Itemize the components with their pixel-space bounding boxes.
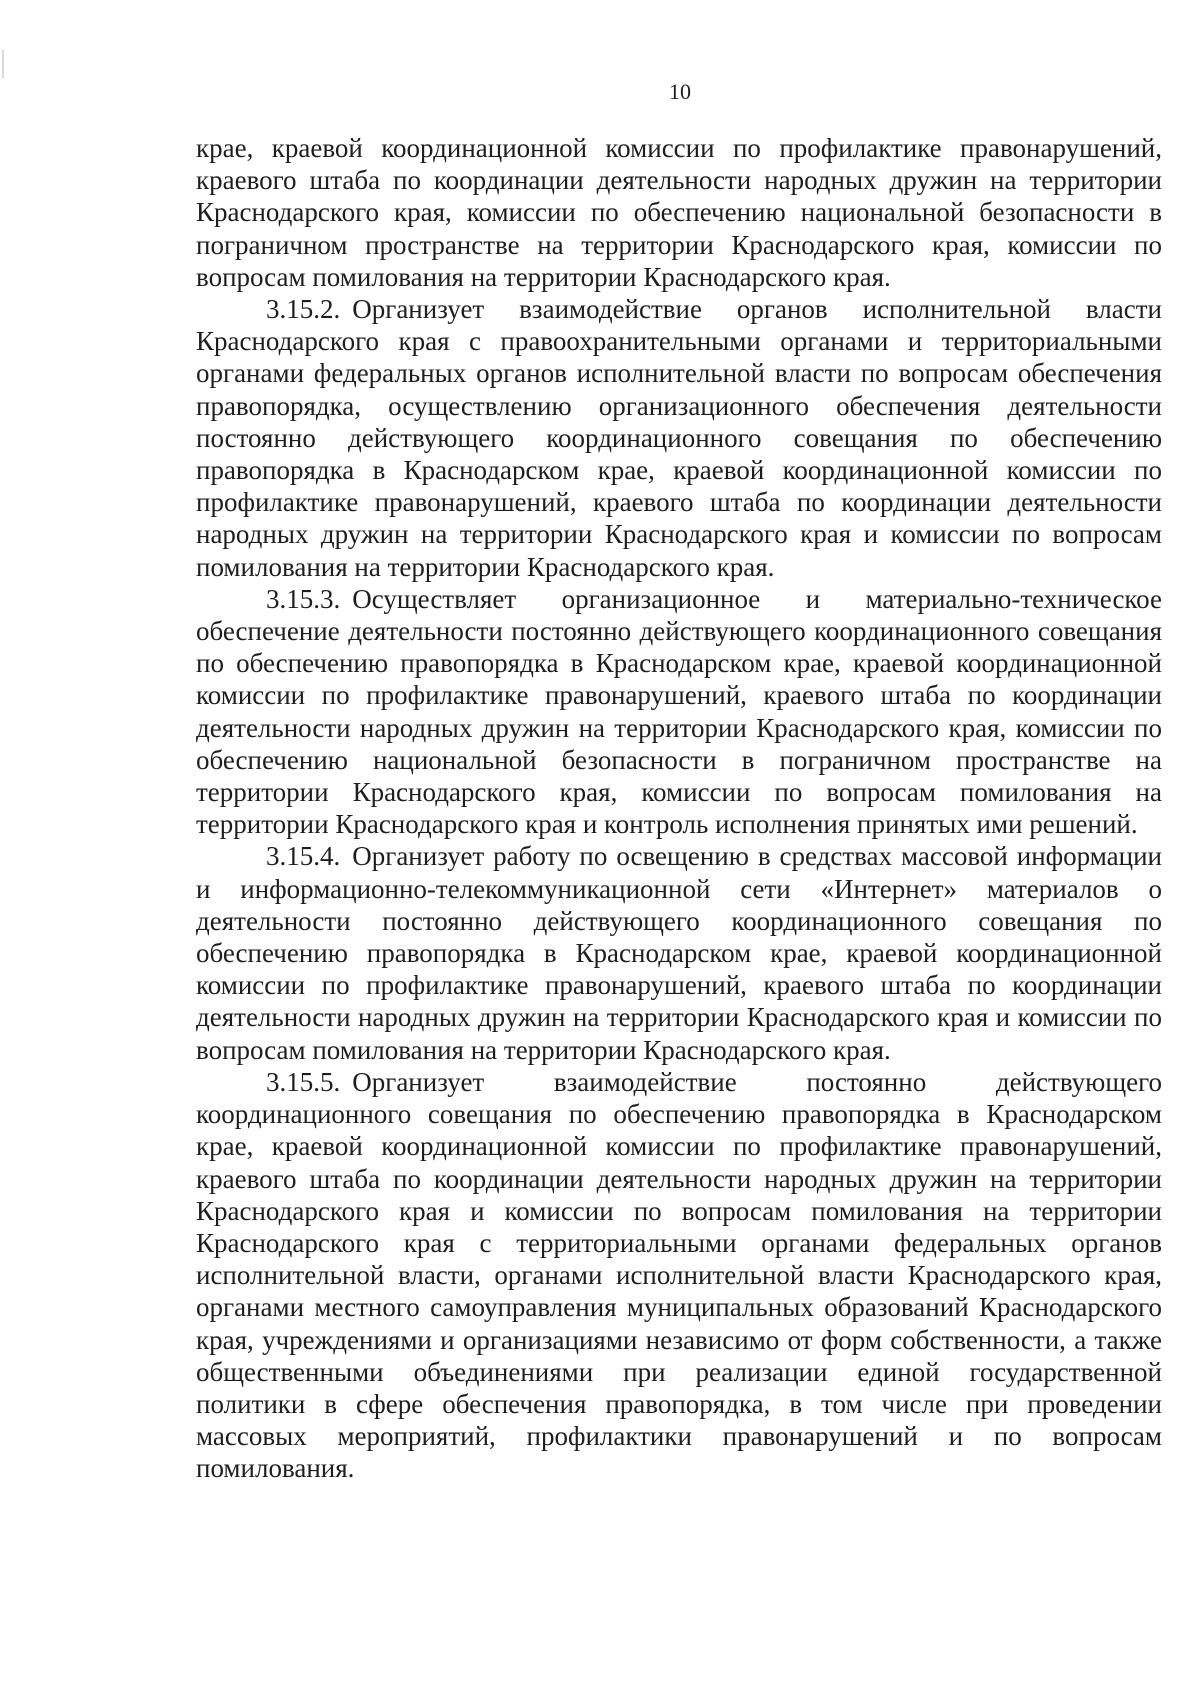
- paragraph-number: 3.15.3.: [266, 583, 341, 614]
- paragraph-number: 3.15.4.: [266, 841, 341, 872]
- paragraph-3-15-4: [196, 840, 1162, 1065]
- paragraph-text: Организует работу по освещению в средствах массовой информации и информационно-телекоммуникационной сети «Интернет» материалов о деятельности постоянно действующего координационного совещания по обеспечению правопорядка в Краснодарском крае, краевой координационной комиссии по профилактике правонарушений, краевого штаба по координации деятельности народных дружин на территории Краснодарского края и комиссии по вопросам помилования на территории Краснодарского края.: [196, 841, 1162, 1065]
- scan-margin-mark: [2, 50, 4, 78]
- paragraph-text: крае, краевой координационной комиссии по профилактике правонарушений, краевого штаба по координации деятельности народных дружин на территории Краснодарского края, комиссии по обеспечению национальной безопасности в пограничном пространстве на территории Краснодарского края, комиссии по вопросам помилования на территории Краснодарского края.: [196, 133, 1162, 292]
- paragraph-text: Организует взаимодействие органов исполнительной власти Краснодарского края с правоохранительными органами и территориальными органами федеральных органов исполнительной власти по вопросам обеспечения правопорядка, осуществлению организационного обеспечения деятельности постоянно действующего координационного совещания по обеспечению правопорядка в Краснодарском крае, краевой координационной комиссии по профилактике правонарушений, краевого штаба по координации деятельности народных дружин на территории Краснодарского края и комиссии по вопросам помилования на территории Краснодарского края.: [196, 294, 1162, 582]
- page-number: 10: [669, 79, 691, 104]
- paragraph-3-15-3: [196, 583, 1162, 841]
- paragraph-3-15-5: [196, 1066, 1162, 1485]
- paragraph-continuation: [196, 132, 1162, 293]
- document-body: [196, 132, 1162, 1485]
- paragraph-number: 3.15.5.: [266, 1066, 341, 1097]
- paragraph-number: 3.15.2.: [266, 294, 341, 325]
- paragraph-3-15-2: [196, 293, 1162, 583]
- paragraph-text: Осуществляет организационное и материально-техническое обеспечение деятельности постоянно действующего координационного совещания по обеспечению правопорядка в Краснодарском крае, краевой координационной комиссии по профилактике правонарушений, краевого штаба по координации деятельности народных дружин на территории Краснодарского края, комиссии по обеспечению национальной безопасности в пограничном пространстве на территории Краснодарского края, комиссии по вопросам помилования на территории Краснодарского края и контроль исполнения принятых ими решений.: [196, 583, 1162, 840]
- paragraph-text: Организует взаимодействие постоянно действующего координационного совещания по обеспечению правопорядка в Краснодарском крае, краевой координационной комиссии по профилактике правонарушений, краевого штаба по координации деятельности народных дружин на территории Краснодарского края и комиссии по вопросам помилования на территории Краснодарского края с территориальными органами федеральных органов исполнительной власти, органами исполнительной власти Краснодарского края, органами местного самоуправления муниципальных образований Краснодарского края, учреждениями и организациями независимо от форм собственности, а также общественными объединениями при реализации единой государственной политики в сфере обеспечения правопорядка, в том числе при проведении массовых мероприятий, профилактики правонарушений и по вопросам помилования.: [196, 1066, 1162, 1484]
